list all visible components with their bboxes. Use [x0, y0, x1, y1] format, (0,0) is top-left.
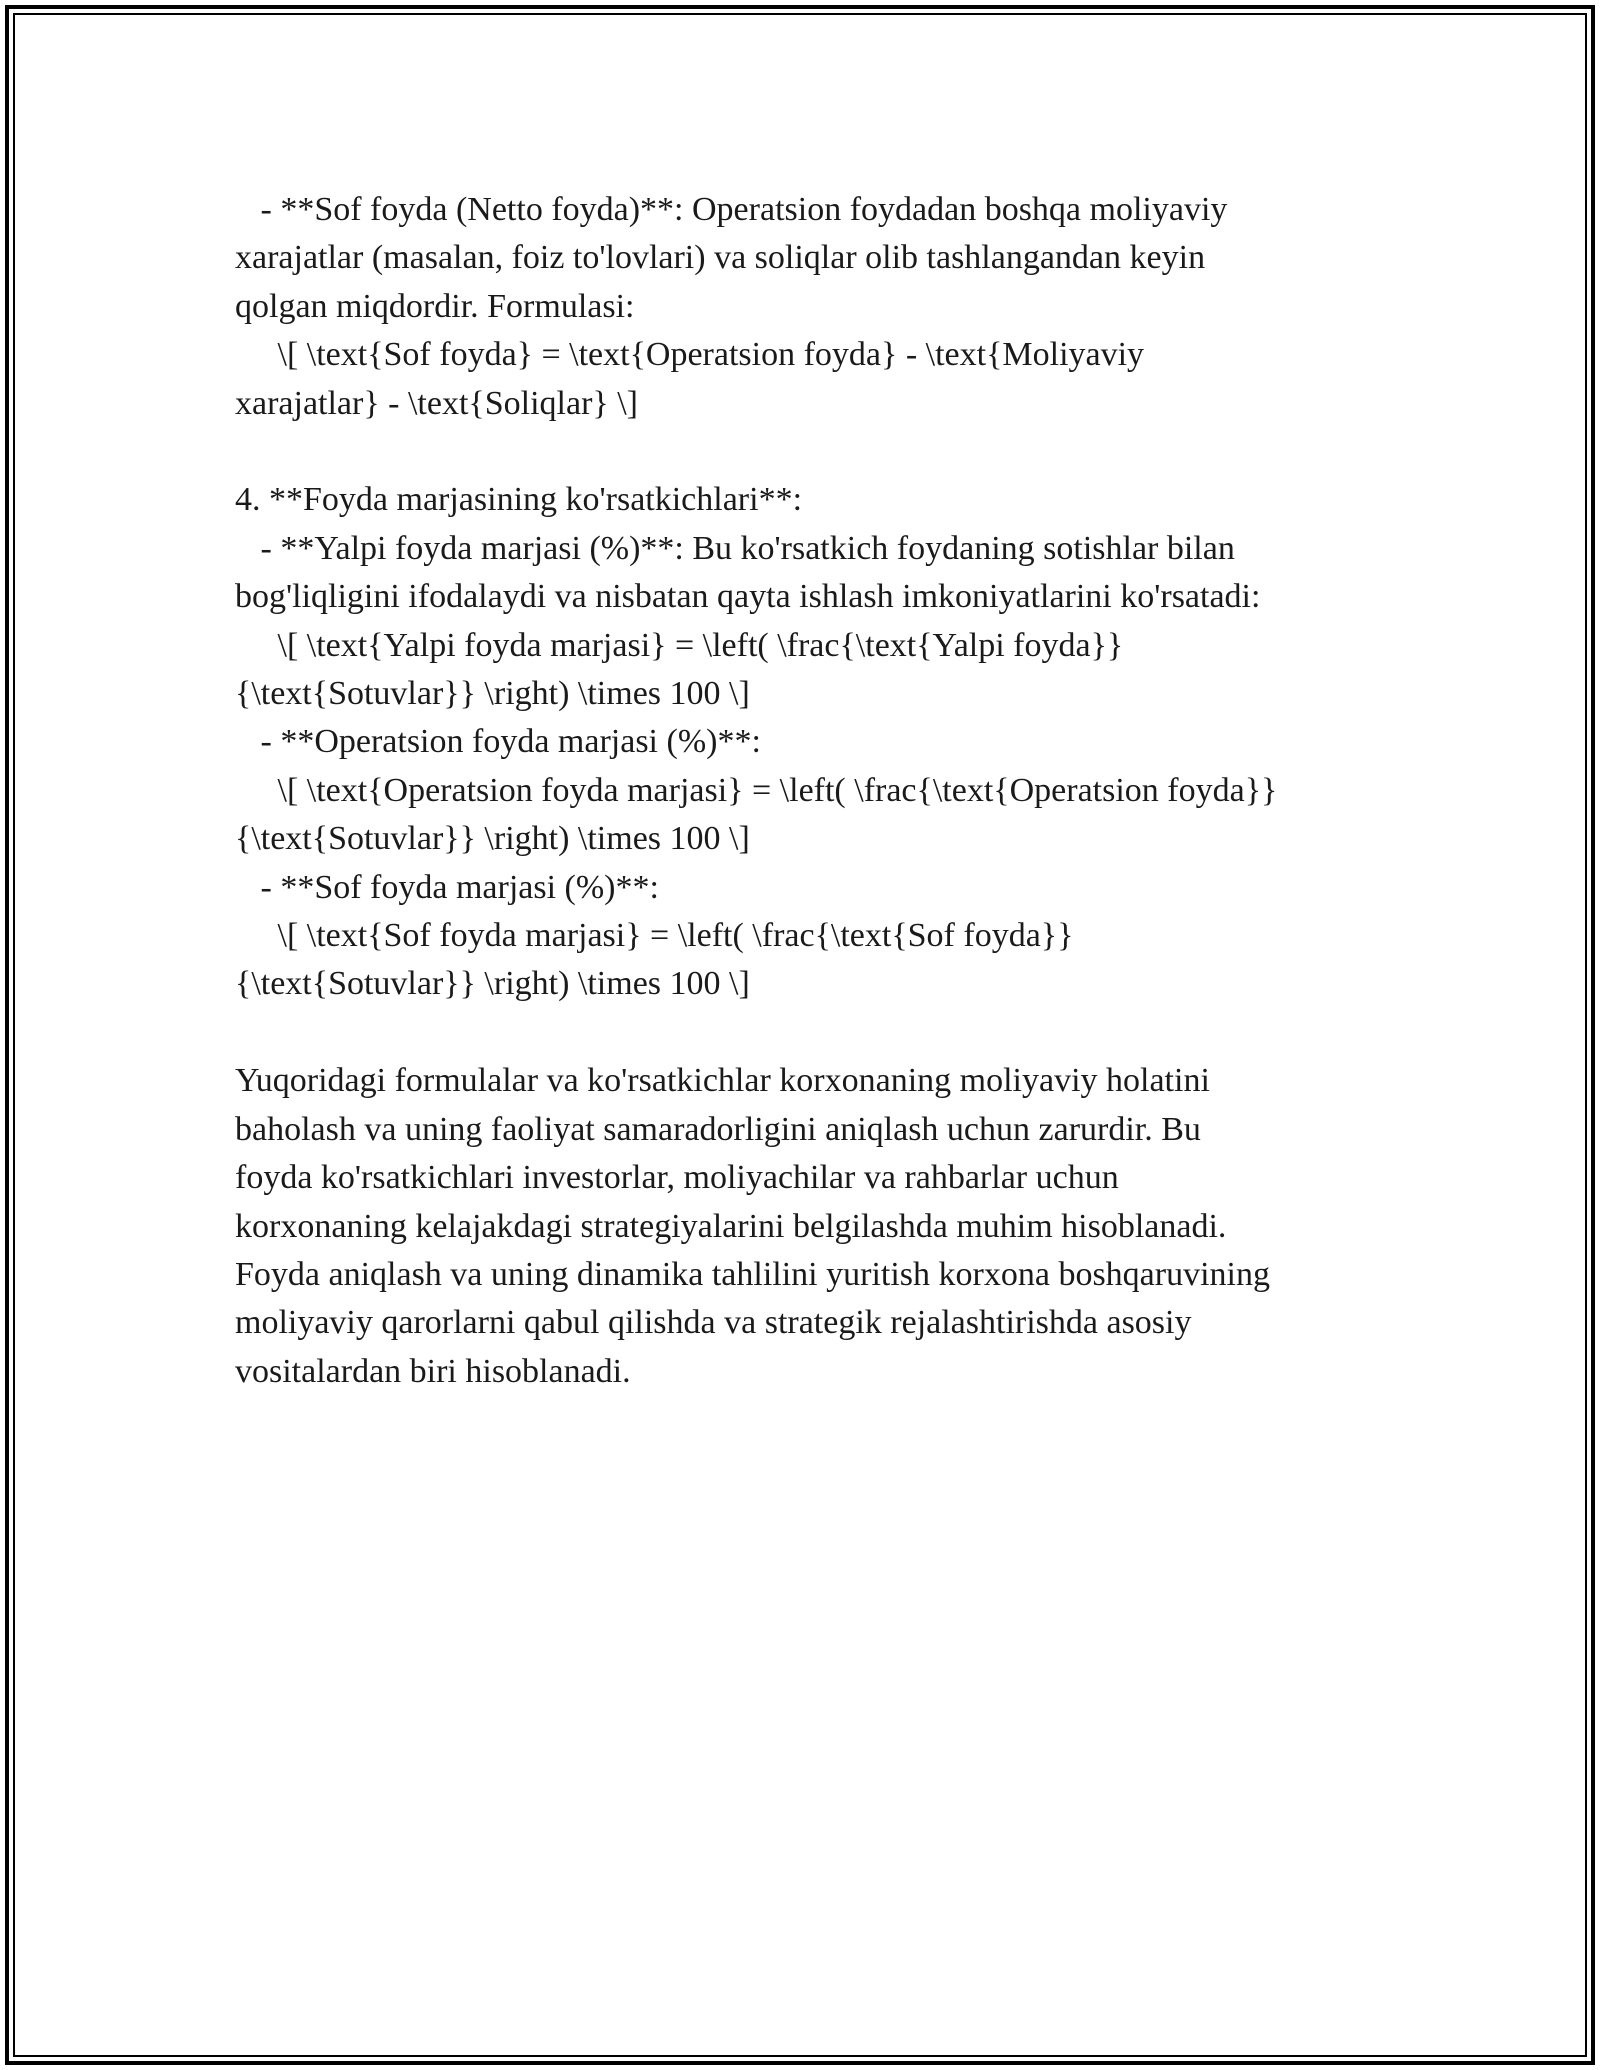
- document-body: [235, 186, 1385, 1396]
- text-line: - **Yalpi foyda marjasi (%)**: Bu ko'rsatkich foydaning sotishlar bilan: [235, 529, 1235, 567]
- paragraph-gap: [235, 428, 1385, 476]
- text-line: baholash va uning faoliyat samaradorligini aniqlash uchun zarurdir. Bu: [235, 1110, 1201, 1148]
- formula-line: \[ \text{Sof foyda marjasi} = \left( \frac{\text{Sof foyda}}: [235, 917, 1074, 955]
- formula-line: \[ \text{Sof foyda} = \text{Operatsion foyda} - \text{Moliyaviy: [235, 336, 1145, 374]
- formula-line: {\text{Sotuvlar}} \right) \times 100 \]: [235, 965, 750, 1003]
- text-line: bog'liqligini ifodalaydi va nisbatan qayta ishlash imkoniyatlarini ko'rsatadi:: [235, 578, 1261, 616]
- formula-line: xarajatlar} - \text{Soliqlar} \]: [235, 384, 638, 422]
- text-line: - **Operatsion foyda marjasi (%)**:: [235, 723, 761, 761]
- text-line: - **Sof foyda (Netto foyda)**: Operatsion foydadan boshqa moliyaviy: [235, 191, 1228, 228]
- formula-line: \[ \text{Yalpi foyda marjasi} = \left( \frac{\text{Yalpi foyda}}: [235, 626, 1124, 664]
- paragraph-gap: [235, 1009, 1385, 1057]
- profit-margins-section: [235, 476, 1385, 1008]
- text-line: vositalardan biri hisoblanadi.: [235, 1352, 631, 1390]
- text-line: Foyda aniqlash va uning dinamika tahlilini yuritish korxona boshqaruvining: [235, 1255, 1270, 1293]
- text-line: Yuqoridagi formulalar va ko'rsatkichlar korxonaning moliyaviy holatini: [235, 1062, 1210, 1100]
- formula-line: \[ \text{Operatsion foyda marjasi} = \left( \frac{\text{Operatsion foyda}}: [235, 771, 1278, 809]
- formula-line: {\text{Sotuvlar}} \right) \times 100 \]: [235, 820, 750, 858]
- text-line: - **Sof foyda marjasi (%)**:: [235, 868, 659, 906]
- formula-line: {\text{Sotuvlar}} \right) \times 100 \]: [235, 675, 750, 713]
- section-heading: 4. **Foyda marjasining ko'rsatkichlari**:: [235, 481, 803, 519]
- conclusion-paragraph: [235, 1057, 1385, 1396]
- text-line: moliyaviy qarorlarni qabul qilishda va strategik rejalashtirishda asosiy: [235, 1304, 1192, 1342]
- net-profit-section: [235, 186, 1385, 428]
- text-line: xarajatlar (masalan, foiz to'lovlari) va soliqlar olib tashlangandan keyin: [235, 239, 1206, 277]
- text-line: qolgan miqdordir. Formulasi:: [235, 287, 635, 325]
- text-line: foyda ko'rsatkichlari investorlar, moliyachilar va rahbarlar uchun: [235, 1159, 1119, 1197]
- text-line: korxonaning kelajakdagi strategiyalarini belgilashda muhim hisoblanadi.: [235, 1207, 1227, 1245]
